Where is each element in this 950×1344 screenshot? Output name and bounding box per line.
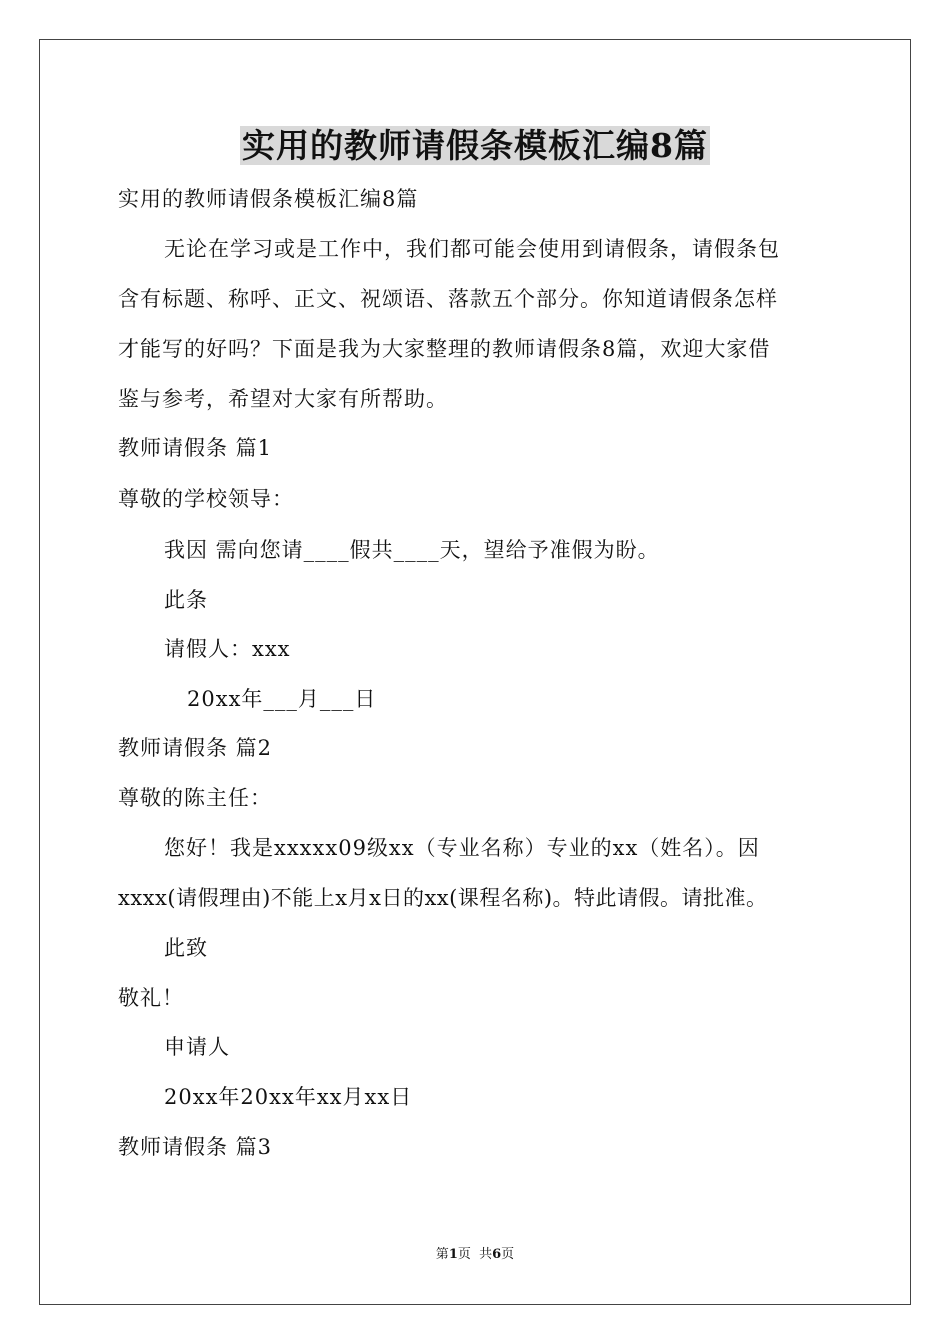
intro-line-4: 鉴与参考，希望对大家有所帮助。: [118, 387, 448, 411]
footer-total-pages: 6: [492, 1247, 502, 1262]
body-line-2a: 您好！我是xxxxx09级xx（专业名称）专业的xx（姓名）。因: [164, 836, 760, 860]
salutation-2: 尊敬的陈主任：: [118, 786, 272, 810]
intro-line-2: 含有标题、称呼、正文、祝颂语、落款五个部分。你知道请假条怎样: [118, 287, 778, 311]
intro-line-3: 才能写的好吗？下面是我为大家整理的教师请假条8篇，欢迎大家借: [118, 337, 771, 361]
footer-prefix: 第: [435, 1247, 449, 1262]
body-line-1: 我因 需向您请____假共____天，望给予准假为盼。: [164, 538, 660, 562]
closing-2b: 敬礼！: [118, 986, 184, 1010]
title-text: 实用的教师请假条模板汇编8篇: [242, 126, 708, 165]
body-line-2b: xxxx(请假理由)不能上x月x日的xx(课程名称)。特此请假。请批准。: [118, 886, 768, 910]
page-footer: [0, 1246, 950, 1264]
document-title: [0, 124, 950, 168]
section-heading-1: 教师请假条 篇1: [118, 436, 273, 460]
date-line-2: 20xx年20xx年xx月xx日: [164, 1085, 413, 1109]
footer-page-number: 1: [448, 1247, 458, 1262]
date-line-1: 20xx年___月___日: [187, 687, 377, 711]
section-heading-3: 教师请假条 篇3: [118, 1135, 273, 1159]
intro-line-1: 无论在学习或是工作中，我们都可能会使用到请假条，请假条包: [164, 237, 780, 261]
footer-middle: 页 共: [457, 1247, 493, 1262]
subtitle-line: 实用的教师请假条模板汇编8篇: [118, 187, 419, 211]
signer-2: 申请人: [164, 1035, 230, 1059]
salutation-1: 尊敬的学校领导：: [118, 487, 294, 511]
signer-1: 请假人：xxx: [164, 637, 291, 661]
section-heading-2: 教师请假条 篇2: [118, 736, 273, 760]
footer-suffix: 页: [501, 1247, 515, 1262]
page-border: [39, 39, 911, 1305]
closing-2a: 此致: [164, 936, 208, 960]
closing-1: 此条: [164, 588, 208, 612]
